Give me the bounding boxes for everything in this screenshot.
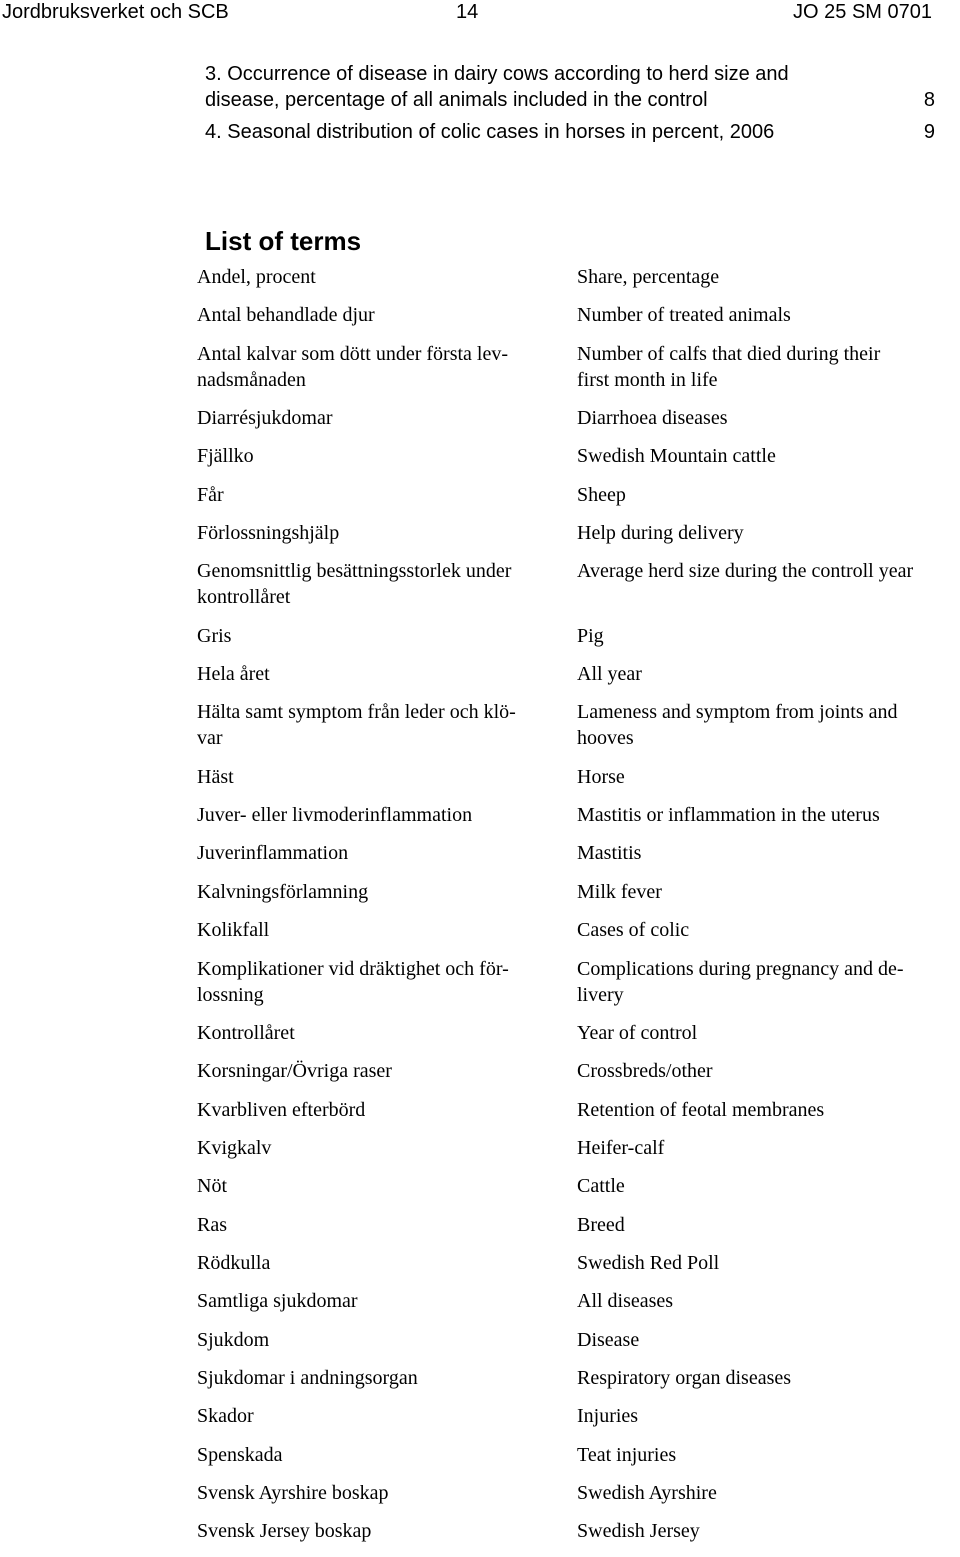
term-row bbox=[197, 623, 960, 649]
report-code: JO 25 SM 0701 bbox=[793, 1, 932, 23]
term-row bbox=[197, 341, 960, 393]
toc-entry-4-row bbox=[205, 119, 935, 145]
term-swedish: Kvigkalv bbox=[197, 1136, 272, 1159]
term-swedish: Ras bbox=[197, 1213, 227, 1236]
term-row bbox=[197, 443, 960, 469]
term-english: Cattle bbox=[577, 1175, 625, 1198]
term-english: Crossbreds/other bbox=[577, 1060, 713, 1083]
toc-entry-4-line1: 4. Seasonal distribution of colic cases in horses in percent, 2006 bbox=[205, 121, 775, 143]
toc-entry-3-line2: disease, percentage of all animals included in the control bbox=[205, 89, 708, 111]
term-row bbox=[197, 558, 960, 610]
term-row bbox=[197, 879, 960, 905]
term-english: Lameness and symptom from joints and hooves bbox=[577, 701, 898, 750]
term-row bbox=[197, 1480, 960, 1506]
term-english: Year of control bbox=[577, 1021, 698, 1044]
term-english: All diseases bbox=[577, 1290, 674, 1313]
term-english: Sheep bbox=[577, 483, 626, 506]
term-row bbox=[197, 956, 960, 1008]
term-swedish: Spenskada bbox=[197, 1443, 283, 1466]
toc-entry-3 bbox=[205, 61, 935, 113]
term-swedish: Juverinflammation bbox=[197, 842, 349, 865]
term-english: Swedish Red Poll bbox=[577, 1251, 720, 1274]
term-row bbox=[197, 661, 960, 687]
term-swedish: Rödkulla bbox=[197, 1251, 271, 1274]
toc-entry-4 bbox=[205, 119, 935, 145]
section-title: List of terms bbox=[205, 226, 362, 256]
term-row bbox=[197, 1327, 960, 1353]
term-english: Respiratory organ diseases bbox=[577, 1366, 792, 1389]
term-row bbox=[197, 1365, 960, 1391]
term-row bbox=[197, 302, 960, 328]
term-english: Milk fever bbox=[577, 880, 662, 903]
terms-list bbox=[197, 264, 960, 1557]
term-swedish: Kontrollåret bbox=[197, 1021, 295, 1044]
term-english: Share, percentage bbox=[577, 266, 720, 288]
term-english: Swedish Mountain cattle bbox=[577, 445, 776, 468]
term-english: Mastitis or inflammation in the uterus bbox=[577, 804, 880, 827]
term-english: Cases of colic bbox=[577, 919, 690, 942]
term-swedish: Antal kalvar som dött under första lev- nadsmånaden bbox=[197, 342, 509, 391]
term-row bbox=[197, 1403, 960, 1429]
term-row bbox=[197, 1020, 960, 1046]
term-swedish: Fjällko bbox=[197, 445, 254, 468]
term-swedish: Hälta samt symptom från leder och klö- var bbox=[197, 701, 516, 750]
term-english: Injuries bbox=[577, 1405, 639, 1428]
term-swedish: Komplikationer vid dräktighet och för- lossning bbox=[197, 957, 509, 1006]
term-swedish: Juver- eller livmoderinflammation bbox=[197, 804, 473, 827]
term-swedish: Sjukdom bbox=[197, 1328, 270, 1351]
term-row bbox=[197, 764, 960, 790]
term-row bbox=[197, 1173, 960, 1199]
term-row bbox=[197, 1058, 960, 1084]
term-row bbox=[197, 802, 960, 828]
term-english: Breed bbox=[577, 1213, 625, 1236]
term-english: Disease bbox=[577, 1328, 640, 1351]
term-swedish: Kvarbliven efterbörd bbox=[197, 1098, 366, 1121]
term-row bbox=[197, 1250, 960, 1276]
term-row bbox=[197, 1135, 960, 1161]
term-row bbox=[197, 520, 960, 546]
term-swedish: Skador bbox=[197, 1405, 254, 1428]
term-row bbox=[197, 840, 960, 866]
term-swedish: Förlossningshjälp bbox=[197, 522, 340, 545]
term-english: Diarrhoea diseases bbox=[577, 407, 728, 430]
term-english: All year bbox=[577, 663, 642, 686]
term-row bbox=[197, 699, 960, 751]
term-english: Number of calfs that died during their first month in life bbox=[577, 342, 881, 391]
term-english: Pig bbox=[577, 624, 604, 647]
term-english: Heifer-calf bbox=[577, 1136, 665, 1159]
term-swedish: Häst bbox=[197, 765, 234, 788]
term-row bbox=[197, 264, 960, 290]
term-english: Swedish Ayrshire bbox=[577, 1481, 717, 1504]
term-row bbox=[197, 1518, 960, 1544]
term-english: Help during delivery bbox=[577, 522, 744, 545]
term-swedish: Diarrésjukdomar bbox=[197, 407, 333, 430]
toc-entry-3-line2-row bbox=[205, 87, 935, 113]
term-english: Average herd size during the controll year bbox=[577, 560, 914, 583]
term-row bbox=[197, 917, 960, 943]
term-english: Number of treated animals bbox=[577, 304, 791, 327]
header-publisher: Jordbruksverket och SCB bbox=[2, 1, 229, 23]
term-row bbox=[197, 482, 960, 508]
term-english: Retention of feotal membranes bbox=[577, 1098, 825, 1121]
term-row bbox=[197, 1442, 960, 1468]
term-swedish: Samtliga sjukdomar bbox=[197, 1290, 358, 1313]
term-swedish: Hela året bbox=[197, 663, 270, 686]
toc-entry-3-line1: 3. Occurrence of disease in dairy cows according to herd size and bbox=[205, 63, 789, 85]
term-swedish: Nöt bbox=[197, 1175, 227, 1198]
term-swedish: Andel, procent bbox=[197, 266, 316, 288]
term-swedish: Antal behandlade djur bbox=[197, 304, 375, 327]
term-english: Mastitis bbox=[577, 842, 642, 865]
term-english: Horse bbox=[577, 765, 625, 788]
term-swedish: Gris bbox=[197, 624, 232, 647]
term-swedish: Korsningar/Övriga raser bbox=[197, 1060, 392, 1083]
term-english: Teat injuries bbox=[577, 1443, 677, 1466]
term-swedish: Genomsnittlig besättningsstorlek under kontrollåret bbox=[197, 560, 512, 609]
page-number: 14 bbox=[456, 1, 479, 23]
term-row bbox=[197, 405, 960, 431]
term-swedish: Kolikfall bbox=[197, 919, 270, 942]
term-english: Swedish Jersey bbox=[577, 1520, 700, 1543]
term-row bbox=[197, 1097, 960, 1123]
toc-entry-3-page: 8 bbox=[923, 89, 935, 111]
term-swedish: Får bbox=[197, 483, 224, 506]
term-swedish: Svensk Ayrshire boskap bbox=[197, 1481, 389, 1504]
term-row bbox=[197, 1288, 960, 1314]
term-swedish: Svensk Jersey boskap bbox=[197, 1520, 372, 1543]
term-swedish: Kalvningsförlamning bbox=[197, 880, 369, 903]
term-row bbox=[197, 1212, 960, 1238]
term-swedish: Sjukdomar i andningsorgan bbox=[197, 1366, 418, 1389]
term-english: Complications during pregnancy and de- livery bbox=[577, 957, 904, 1006]
toc-entry-4-page: 9 bbox=[923, 121, 935, 143]
